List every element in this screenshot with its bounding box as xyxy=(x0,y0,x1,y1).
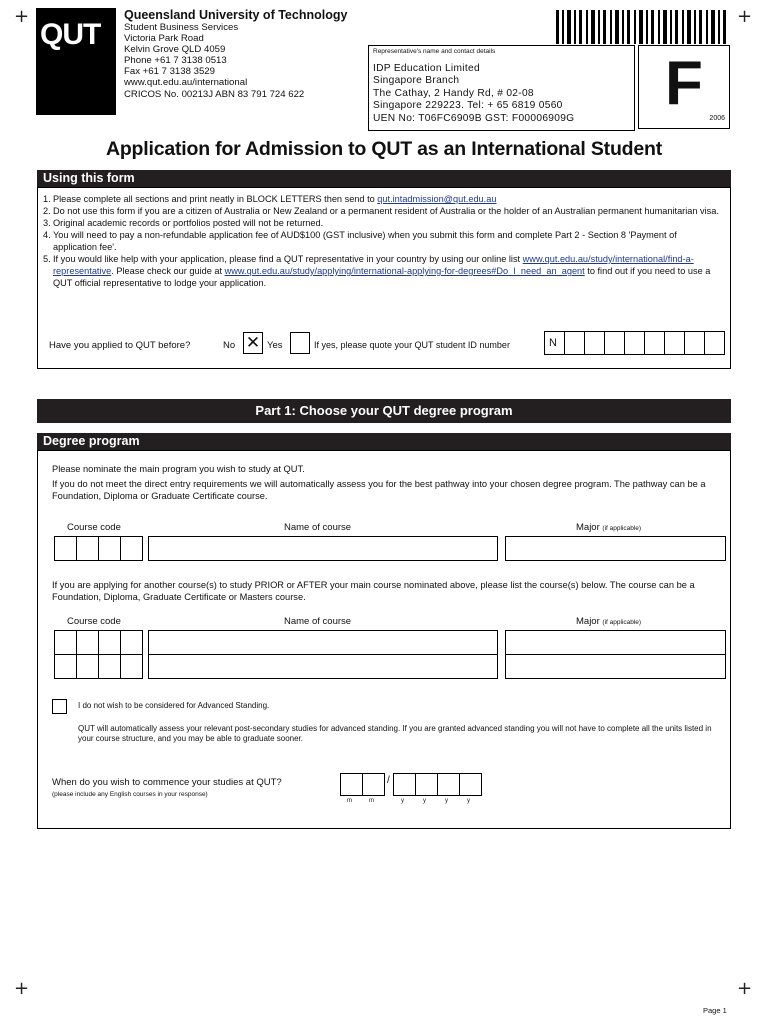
id-digit-box[interactable] xyxy=(624,331,645,355)
part1-heading: Part 1: Choose your QUT degree program xyxy=(37,399,731,423)
form-letter: F xyxy=(665,49,703,118)
other-course-text: If you are applying for another course(s) to study PRIOR or AFTER your main course nominated above, please list the course(s) below. The course can be a Foundation, Diploma, Graduate Certificate or Masters course. xyxy=(52,580,695,602)
course-name-label: Name of course xyxy=(284,522,352,533)
instructions-list xyxy=(43,193,723,289)
agent-guide-link[interactable]: www.qut.edu.au/study/applying/international-applying-for-degrees#Do_I_need_an_agent xyxy=(224,266,585,276)
id-digit-box[interactable] xyxy=(664,331,685,355)
applied-before-question: Have you applied to QUT before? xyxy=(49,340,191,351)
other-major-input[interactable] xyxy=(505,654,726,679)
yes-checkbox[interactable] xyxy=(290,332,310,354)
student-id-question: If yes, please quote your QUT student ID number xyxy=(314,340,510,350)
year-box[interactable] xyxy=(459,773,482,796)
using-form-section xyxy=(37,187,731,369)
email-link[interactable]: qut.intadmission@qut.edu.au xyxy=(377,194,497,204)
year-box[interactable] xyxy=(415,773,438,796)
month-hint: m xyxy=(369,798,374,804)
year-hint: y xyxy=(467,798,470,804)
advanced-standing-checkbox[interactable] xyxy=(52,699,67,714)
id-digit-box[interactable] xyxy=(564,331,585,355)
list-item: 4. You will need to pay a non-refundable application fee of AUD$100 (GST inclusive) when you submit this form and complete Part 2 - Section 8 'Payment of application fee'. xyxy=(43,230,677,252)
month-hint: m xyxy=(347,798,352,804)
date-separator: / xyxy=(387,775,390,786)
course-code-label: Course code xyxy=(67,616,121,627)
year-box[interactable] xyxy=(437,773,460,796)
commence-question: When do you wish to commence your studies at QUT? xyxy=(52,777,282,788)
university-address: Student Business Services Victoria Park Road Kelvin Grove QLD 4059 Phone +61 7 3138 0513 Fax +61 7 3138 3529 www.qut.edu.au/international CRICOS No. 00213J ABN 83 791 724 622 xyxy=(124,22,305,100)
month-box[interactable] xyxy=(362,773,385,796)
crop-mark: + xyxy=(737,6,753,27)
barcode-icon xyxy=(552,10,730,44)
course-name-input[interactable] xyxy=(148,536,498,561)
using-form-heading: Using this form xyxy=(37,170,731,187)
id-digit-box[interactable] xyxy=(644,331,665,355)
id-digit-box[interactable] xyxy=(604,331,625,355)
month-box[interactable] xyxy=(340,773,363,796)
crop-mark: + xyxy=(14,978,30,999)
form-code-box xyxy=(638,45,730,129)
id-digit-box[interactable] xyxy=(704,331,725,355)
list-item: 5. If you would like help with your application, please find a QUT representative in your country by using our online list www.qut.edu.au/study/international/find-a-representative. Please check our guide at www.qut.edu.au/study/applying/international-applying-for-degrees#Do_I_need_an_agent to find out if you need to use a QUT official representative to lodge your application. xyxy=(43,254,711,288)
program-intro: Please nominate the main program you wish to study at QUT. If you do not meet the direct entry requirements we will automatically assess you for the best pathway into your chosen degree program. The pathway can be a Foundation, Diploma or Graduate Certificate course. xyxy=(52,464,706,501)
qut-logo: QUT xyxy=(36,8,116,115)
representative-link[interactable]: www.qut.edu.au/study/international/find-a-representative xyxy=(53,254,694,276)
id-digit-box[interactable] xyxy=(684,331,705,355)
no-checkbox[interactable]: ✕ xyxy=(243,332,263,354)
yes-label: Yes xyxy=(267,340,283,351)
degree-program-heading: Degree program xyxy=(37,433,731,450)
id-digit-box[interactable] xyxy=(584,331,605,355)
course-code-label: Course code xyxy=(67,522,121,533)
no-label: No xyxy=(223,340,236,351)
year-hint: y xyxy=(423,798,426,804)
list-item: 2. Do not use this form if you are a citizen of Australia or New Zealand or a permanent resident of Australia or the holder of an Australian permanent humanitarian visa. xyxy=(43,206,719,216)
representative-box xyxy=(368,45,635,131)
major-label: Major (if applicable) xyxy=(576,522,642,533)
course-name-label: Name of course xyxy=(284,616,352,627)
advanced-standing-text: QUT will automatically assess your relevant post-secondary studies for advanced standing. If you are granted advanced standing you will not have to complete all the units listed in your course structure, and you may be able to graduate sooner. xyxy=(78,724,712,743)
crop-mark: + xyxy=(737,978,753,999)
commence-note: (please include any English courses in your response) xyxy=(52,791,208,798)
list-item: 1. Please complete all sections and print neatly in BLOCK LETTERS then send to qut.intadmission@qut.edu.au xyxy=(43,194,497,204)
page-title: Application for Admission to QUT as an International Student xyxy=(105,138,663,160)
major-label: Major (if applicable) xyxy=(576,616,642,627)
id-prefix: N xyxy=(544,331,565,355)
other-course-name-input[interactable] xyxy=(148,654,498,679)
page-number: Page 1 xyxy=(703,1006,727,1015)
advanced-standing-label: I do not wish to be considered for Advanced Standing. xyxy=(78,701,270,710)
university-name: Queensland University of Technology xyxy=(124,8,348,22)
representative-details: IDP Education Limited Singapore Branch The Cathay, 2 Handy Rd, # 02-08 Singapore 229223. Tel: + 65 6819 0560 UEN No: T06FC6909B GST: F00006909G xyxy=(373,63,575,124)
other-major-input[interactable] xyxy=(505,630,726,655)
other-course-name-input[interactable] xyxy=(148,630,498,655)
year-hint: y xyxy=(445,798,448,804)
form-year: 2006 xyxy=(709,115,725,122)
list-item: 3. Original academic records or portfolios posted will not be returned. xyxy=(43,218,324,228)
year-box[interactable] xyxy=(393,773,416,796)
crop-mark: + xyxy=(14,6,30,27)
major-input[interactable] xyxy=(505,536,726,561)
degree-program-section xyxy=(37,450,731,829)
representative-label: Representative's name and contact details xyxy=(373,48,496,55)
year-hint: y xyxy=(401,798,404,804)
